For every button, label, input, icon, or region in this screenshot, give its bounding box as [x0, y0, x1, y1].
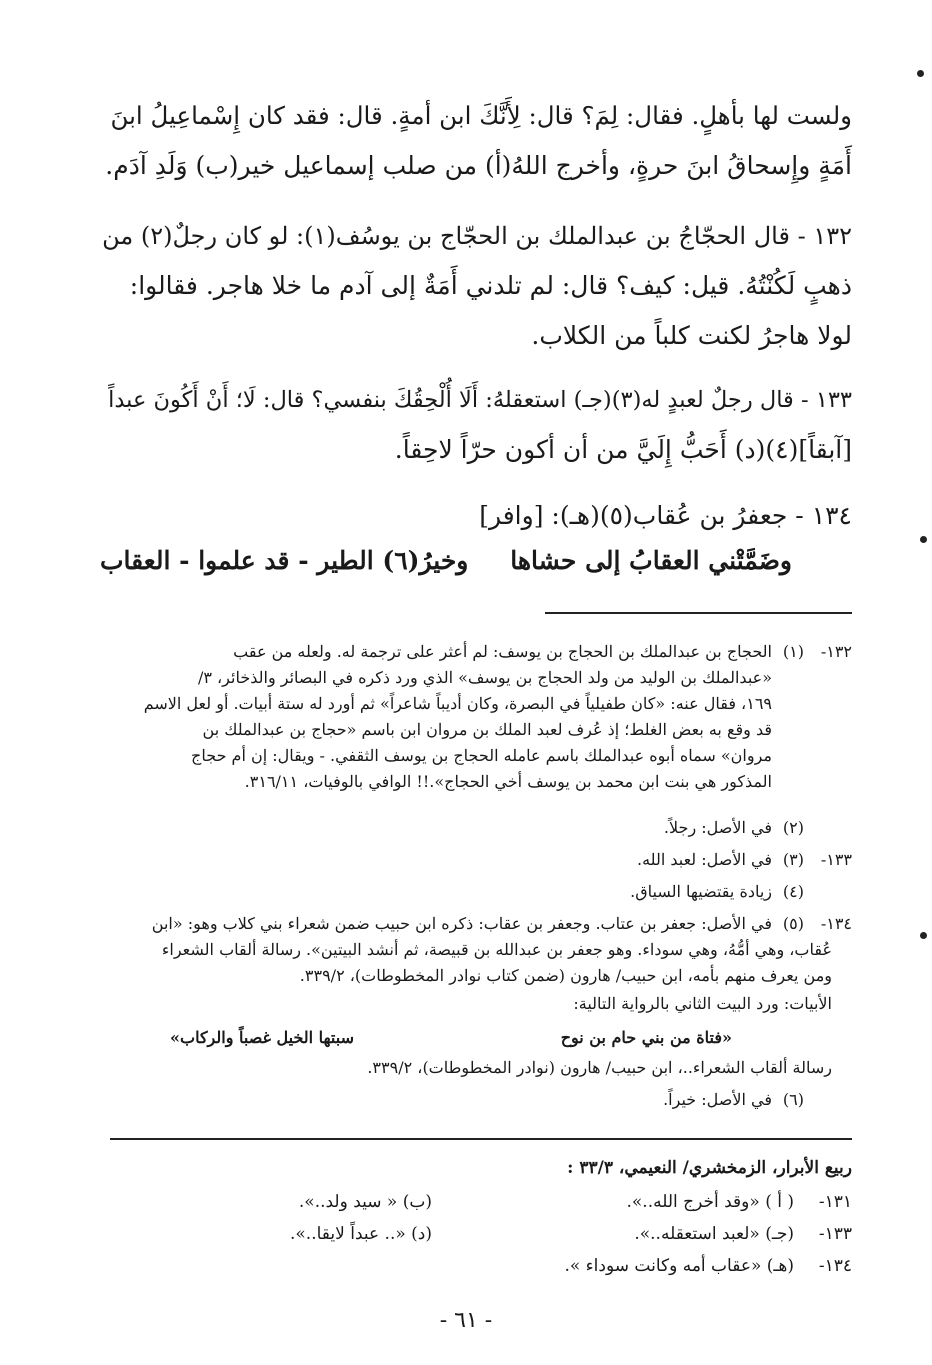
body-line: [آبقاً](٤)(د) أَحَبُّ إِلَيَّ من أن أكون حرّاً لاحِقاً.	[394, 435, 852, 464]
footnote-text: في الأصل: جعفر بن عتاب. وجعفر بن عقاب: ذكره ابن حبيب ضمن شعراء بني كلاب وهو: «ابن	[151, 914, 772, 933]
footnote-poem-hemistich-2: سبتها الخيل غصباً والركاب»	[170, 1028, 354, 1047]
entry-134-line: ١٣٤ - جعفرُ بن عُقاب(٥)(هـ): [وافر]	[479, 501, 852, 530]
poem-hemistich-1: وضَمَّتْني العقابُ إلى حشاها	[510, 546, 792, 575]
references-separator	[110, 1138, 852, 1140]
entry-133-line: ١٣٣ - قال رجلٌ لعبدٍ له(٣)(جـ) استعقلهُ: أَلَا أُلْحِقُكَ بنفسي؟ قال: لَا؛ أَنْ أَكُونَ عبداً	[108, 387, 852, 413]
footnote-index: (٣)	[782, 850, 804, 869]
scan-mark	[917, 70, 924, 77]
footnote-134-5	[100, 912, 852, 936]
footnote-text: الحجاج بن عبدالملك بن الحجاج بن يوسف: لم أعثر على ترجمة له. ولعله من عقب	[233, 642, 772, 661]
footnote-text-line: المذكور هي بنت ابن محمد بن يوسف أخي الحجاج».!! الوافي بالوفيات، ٣١٦/١١.	[244, 772, 772, 791]
footnote-text-line: «عبدالملك بن الوليد من ولد الحجاج بن يوسف» الذي ورد ذكره في البصائر والذخائر، ٣/	[197, 668, 772, 687]
references-heading: ربيع الأبرار، الزمخشري/ النعيمي، ٣٣/٣ :	[567, 1158, 852, 1178]
footnote-poem-hemistich-1: «فتاة من بني حام بن نوح	[560, 1028, 732, 1047]
footnote-text-line: ١٦٩، فقال عنه: «كان طفيلياً في البصرة، وكان أديباً شاعراً» ثم أورد له ستة أبيات. أو لعل الاسم	[143, 694, 772, 713]
footnote-index: (٥)	[782, 914, 804, 933]
poem-verse	[100, 546, 792, 586]
footnote-index: (٤)	[782, 882, 804, 901]
footnote-4	[100, 880, 852, 904]
page-number: - ٦١ -	[439, 1308, 493, 1333]
footnote-text: في الأصل: لعبد الله.	[636, 850, 772, 869]
poem-hemistich-2: وخيرُ(٦) الطير - قد علموا - العقاب	[100, 546, 469, 575]
footnote-text-line: رسالة ألقاب الشعراء..، ابن حبيب/ هارون (نوادر المخطوطات)، ٣٣٩/٢.	[367, 1058, 832, 1077]
footnote-text: زيادة يقتضيها السياق.	[630, 882, 772, 901]
reference-131-b: (ب) « سيد ولد..».	[298, 1192, 432, 1212]
footnote-text: في الأصل: رجلاً.	[663, 818, 772, 837]
reference-134-number: ١٣٤-	[818, 1256, 852, 1276]
reference-133-d: (د) «.. عبداً لايقا..».	[290, 1224, 432, 1244]
footnote-separator	[545, 612, 852, 614]
footnote-index: (١)	[782, 642, 804, 661]
footnote-index: (٢)	[782, 818, 804, 837]
footnote-133-3	[100, 848, 852, 872]
footnote-text-line: قد وقع به بعض الغلط؛ إذ عُرف لعبد الملك بن مروان ابن باسم «حجاج بن عبدالملك بن	[202, 720, 772, 739]
body-line: ولست لها بأهلٍ. فقال: لِمَ؟ قال: لِأَنَّكَ ابن أمةٍ. قال: فقد كان إِسْماعِيلُ ابنَ	[110, 101, 852, 130]
footnote-index: (٦)	[782, 1090, 804, 1109]
footnote-poem	[170, 1028, 732, 1052]
reference-131-number: ١٣١-	[818, 1192, 852, 1212]
body-line: لولا هاجرُ لكنت كلباً من الكلاب.	[531, 321, 852, 350]
reference-133-c: (جـ) «لعبد استعقله..».	[634, 1224, 794, 1244]
footnote-text-line: الأبيات: ورد البيت الثاني بالرواية التالية:	[573, 994, 832, 1013]
reference-131-a: ( أ ) «وقد أخرج الله..».	[626, 1192, 794, 1212]
scan-mark	[920, 932, 927, 939]
footnote-text: في الأصل: خيراً.	[663, 1090, 772, 1109]
footnote-2	[100, 816, 852, 840]
scan-mark	[920, 536, 927, 543]
reference-134-e: (هـ) «عقاب أمه وكانت سوداء ».	[564, 1256, 794, 1276]
body-line: أَمَةٍ وإِسحاقُ ابنَ حرةٍ، وأخرج اللهُ(أ) من صلب إسماعيل خير(ب) وَلَدِ آدَم.	[105, 151, 852, 180]
footnote-text-line: ومن يعرف منهم بأمه، ابن حبيب/ هارون (ضمن كتاب نوادر المخطوطات)، ٣٣٩/٢.	[299, 966, 832, 985]
entry-132-line: ١٣٢ - قال الحجّاجُ بن عبدالملك بن الحجّاج بن يوسُف(١): لو كان رجلٌ(٢) من	[102, 222, 852, 250]
footnote-entry-number: ١٣٢-	[820, 642, 852, 661]
footnote-entry-number: ١٣٣-	[820, 850, 852, 869]
footnote-6	[100, 1088, 852, 1112]
footnote-text-line: عُقاب، وهي أمُّهُ، وهي سوداء. وهو جعفر بن عبدالله بن قبيصة، ثم أنشد البيتين». رسالة ألقاب الشعراء	[161, 940, 832, 959]
reference-133-number: ١٣٣-	[818, 1224, 852, 1244]
body-line: ذهبٍ لَكُنْتُهُ. قيل: كيف؟ قال: لم تلدني أَمَةٌ إلى آدم ما خلا هاجر. فقالوا:	[129, 271, 852, 300]
footnote-text-line: مروان» سماه أبوه عبدالملك باسم عامله الحجاج بن يوسف الثقفي. - ويقال: إن أم حجاج	[191, 746, 772, 765]
footnote-132-1	[100, 640, 852, 664]
footnote-entry-number: ١٣٤-	[820, 914, 852, 933]
